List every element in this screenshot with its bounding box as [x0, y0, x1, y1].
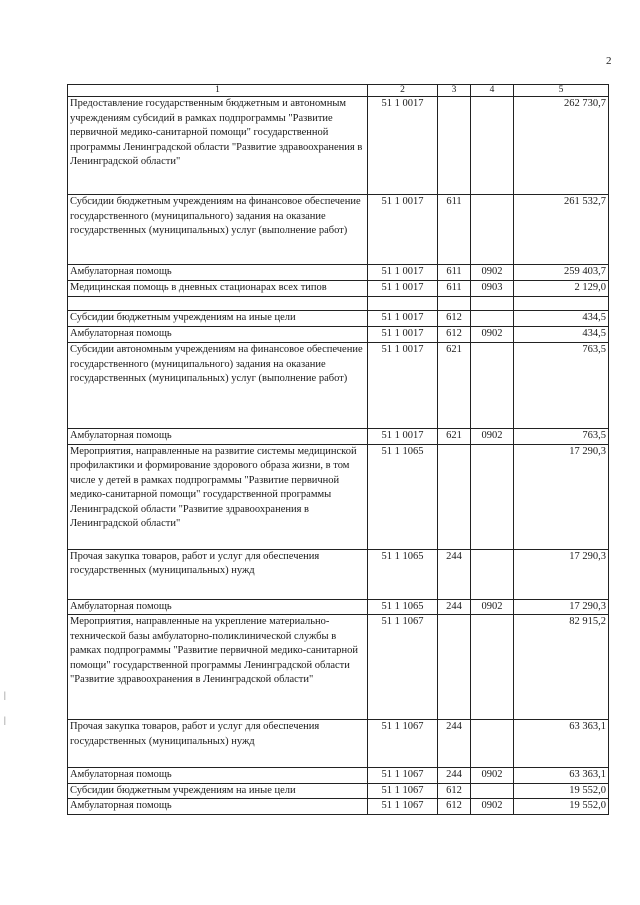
table-row: [68, 549, 609, 599]
cell-rz: 0902: [471, 768, 514, 784]
table-row: [68, 343, 609, 429]
spacer-row: [68, 297, 609, 311]
cell-vr: 621: [438, 429, 471, 445]
cell-sum: 63 363,1: [514, 720, 609, 768]
cell-sum: 82 915,2: [514, 615, 609, 720]
cell-vr: 611: [438, 195, 471, 265]
cell-name: Медицинская помощь в дневных стационарах всех типов: [68, 281, 368, 297]
cell-csr: 51 1 1065: [368, 549, 438, 599]
cell-vr: 612: [438, 311, 471, 327]
cell-csr: 51 1 1067: [368, 783, 438, 799]
cell-csr: 51 1 1067: [368, 720, 438, 768]
cell-sum: 763,5: [514, 429, 609, 445]
cell-name: Мероприятия, направленные на укрепление материально-технической базы амбулаторно-поликлинической службы в рамках подпрограммы "Развитие первичной медико-санитарной помощи" государственной программы Ленинградской области "Развитие здравоохранения в Ленинградской области": [68, 615, 368, 720]
page-number: 2: [606, 55, 612, 67]
cell-name: Предоставление государственным бюджетным и автономным учреждениям субсидий в рамках подпрограммы "Развитие первичной медико-санитарной помощи" государственной программы Ленинградской области "Развитие здравоохранения в Ленинградской области": [68, 97, 368, 195]
cell-csr: 51 1 0017: [368, 311, 438, 327]
cell-name: Прочая закупка товаров, работ и услуг для обеспечения государственных (муниципальных) нужд: [68, 720, 368, 768]
cell-sum: 259 403,7: [514, 265, 609, 281]
table-row: [68, 311, 609, 327]
cell-rz: [471, 195, 514, 265]
cell-vr: [438, 444, 471, 549]
cell-rz: 0902: [471, 265, 514, 281]
cell-csr: 51 1 1065: [368, 444, 438, 549]
header-cell: 5: [514, 85, 609, 97]
table-row: [68, 429, 609, 445]
table-row: [68, 768, 609, 784]
cell-sum: 434,5: [514, 327, 609, 343]
cell-vr: [438, 97, 471, 195]
cell-csr: 51 1 1067: [368, 615, 438, 720]
cell-sum: 434,5: [514, 311, 609, 327]
cell-rz: [471, 97, 514, 195]
cell-vr: 244: [438, 599, 471, 615]
table-header-row: [68, 85, 609, 97]
cell-name: Субсидии бюджетным учреждениям на финансовое обеспечение государственного (муниципального) задания на оказание государственных (муниципальных) услуг (выполнение работ): [68, 195, 368, 265]
cell-name: Субсидии бюджетным учреждениям на иные цели: [68, 783, 368, 799]
cell-sum: 763,5: [514, 343, 609, 429]
cell-csr: 51 1 1067: [368, 799, 438, 815]
table-row: [68, 720, 609, 768]
cell-name: Прочая закупка товаров, работ и услуг для обеспечения государственных (муниципальных) нужд: [68, 549, 368, 599]
budget-table: [67, 84, 609, 815]
cell-vr: 621: [438, 343, 471, 429]
table-row: [68, 444, 609, 549]
cell-csr: 51 1 0017: [368, 97, 438, 195]
cell-vr: 612: [438, 327, 471, 343]
empty-cell: [68, 297, 368, 311]
table-row: [68, 281, 609, 297]
empty-cell: [368, 297, 438, 311]
cell-rz: [471, 549, 514, 599]
table-row: [68, 783, 609, 799]
table-row: [68, 195, 609, 265]
cell-rz: [471, 615, 514, 720]
table-row: [68, 265, 609, 281]
cell-rz: [471, 720, 514, 768]
cell-csr: 51 1 1067: [368, 768, 438, 784]
cell-vr: [438, 615, 471, 720]
table-row: [68, 97, 609, 195]
cell-csr: 51 1 0017: [368, 429, 438, 445]
cell-rz: 0902: [471, 599, 514, 615]
cell-rz: [471, 311, 514, 327]
cell-name: Амбулаторная помощь: [68, 429, 368, 445]
empty-cell: [514, 297, 609, 311]
cell-name: Амбулаторная помощь: [68, 599, 368, 615]
cell-sum: 17 290,3: [514, 599, 609, 615]
cell-name: Субсидии автономным учреждениям на финансовое обеспечение государственного (муниципального) задания на оказание государственных (муниципальных) услуг (выполнение работ): [68, 343, 368, 429]
header-cell: 1: [68, 85, 368, 97]
cell-rz: 0902: [471, 799, 514, 815]
cell-sum: 17 290,3: [514, 549, 609, 599]
table-row: [68, 599, 609, 615]
header-cell: 3: [438, 85, 471, 97]
cell-csr: 51 1 0017: [368, 327, 438, 343]
cell-rz: [471, 343, 514, 429]
cell-vr: 244: [438, 720, 471, 768]
header-cell: 4: [471, 85, 514, 97]
cell-sum: 63 363,1: [514, 768, 609, 784]
cell-csr: 51 1 1065: [368, 599, 438, 615]
table-row: [68, 327, 609, 343]
cell-csr: 51 1 0017: [368, 265, 438, 281]
cell-csr: 51 1 0017: [368, 343, 438, 429]
cell-sum: 17 290,3: [514, 444, 609, 549]
scan-artifact: |: [4, 690, 6, 700]
cell-name: Амбулаторная помощь: [68, 327, 368, 343]
cell-vr: 244: [438, 768, 471, 784]
cell-vr: 612: [438, 799, 471, 815]
cell-vr: 612: [438, 783, 471, 799]
cell-sum: 19 552,0: [514, 799, 609, 815]
cell-rz: 0902: [471, 429, 514, 445]
empty-cell: [438, 297, 471, 311]
empty-cell: [471, 297, 514, 311]
cell-sum: 19 552,0: [514, 783, 609, 799]
table-row: [68, 615, 609, 720]
cell-csr: 51 1 0017: [368, 195, 438, 265]
table-row: [68, 799, 609, 815]
cell-rz: [471, 783, 514, 799]
cell-sum: 2 129,0: [514, 281, 609, 297]
cell-vr: 611: [438, 265, 471, 281]
cell-vr: 244: [438, 549, 471, 599]
cell-name: Амбулаторная помощь: [68, 265, 368, 281]
cell-rz: [471, 444, 514, 549]
cell-sum: 261 532,7: [514, 195, 609, 265]
header-cell: 2: [368, 85, 438, 97]
scan-artifact: |: [4, 715, 6, 725]
cell-sum: 262 730,7: [514, 97, 609, 195]
cell-vr: 611: [438, 281, 471, 297]
cell-name: Субсидии бюджетным учреждениям на иные цели: [68, 311, 368, 327]
cell-rz: 0903: [471, 281, 514, 297]
cell-rz: 0902: [471, 327, 514, 343]
cell-name: Мероприятия, направленные на развитие системы медицинской профилактики и формирование здорового образа жизни, в том числе у детей в рамках подпрограммы "Развитие первичной медико-санитарной помощи" государственной программы Ленинградской области "Развитие здравоохранения в Ленинградской области": [68, 444, 368, 549]
cell-name: Амбулаторная помощь: [68, 768, 368, 784]
cell-name: Амбулаторная помощь: [68, 799, 368, 815]
cell-csr: 51 1 0017: [368, 281, 438, 297]
